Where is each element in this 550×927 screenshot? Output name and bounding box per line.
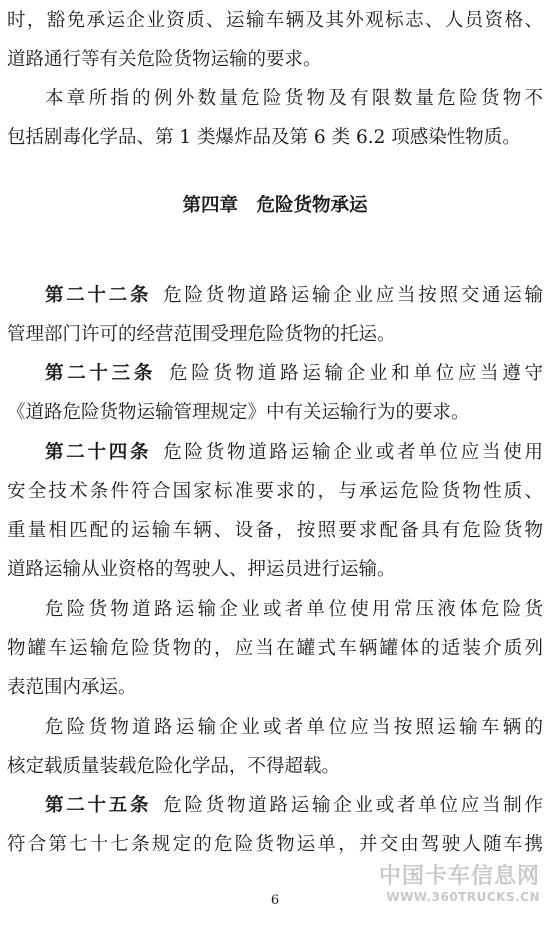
article-text: 危险货物道路运输企业应当按照交通运输 xyxy=(160,285,543,306)
article-first-line xyxy=(7,793,543,819)
text-line: 道路运输从业资格的驾驶人、押运员进行运输。 xyxy=(7,559,396,580)
article-label: 第二十三条 xyxy=(45,363,157,384)
text-line: 危险货物道路运输企业或者单位应当按照运输车辆的 xyxy=(45,717,543,738)
article-label: 第二十二条 xyxy=(45,285,152,306)
article-text: 危险货物道路运输企业和单位应当遵守 xyxy=(165,363,543,384)
article-label: 第二十五条 xyxy=(45,795,152,816)
watermark-cn: 中国卡车信息网 xyxy=(378,864,540,889)
text-line: 物罐车运输危险货物的，应当在罐式车辆罐体的适装介质列 xyxy=(7,638,543,659)
page-number: 6 xyxy=(270,893,280,908)
article-text: 危险货物道路运输企业或者单位应当制作 xyxy=(160,795,543,816)
text-line: 时，豁免承运企业资质、运输车辆及其外观标志、人员资格、 xyxy=(7,10,543,31)
text-line: 重量相匹配的运输车辆、设备，按照要求配备具有危险货物 xyxy=(7,520,543,541)
text-line: 《道路危险货物运输管理规定》中有关运输行为的要求。 xyxy=(7,402,470,423)
text-line: 表范围内承运。 xyxy=(7,677,137,698)
article-first-line xyxy=(7,283,543,309)
watermark-en: WWW.360TRUCKS.CN xyxy=(386,890,540,904)
text-line: 道路通行等有关危险货物运输的要求。 xyxy=(7,49,322,70)
text-line: 管理部门许可的经营范围受理危险货物的托运。 xyxy=(7,324,396,345)
text-line: 本章所指的例外数量危险货物及有限数量危险货物不 xyxy=(45,88,543,109)
chapter-title: 第四章 危险货物承运 xyxy=(182,195,368,216)
article-text: 危险货物道路运输企业或者单位应当使用 xyxy=(160,442,543,463)
text-line: 符合第七十七条规定的危险货物运单，并交由驾驶人随车携 xyxy=(7,834,543,855)
text-line: 核定载质量装载危险化学品，不得超载。 xyxy=(7,756,341,777)
article-first-line xyxy=(7,440,543,466)
text-line: 安全技术条件符合国家标准要求的，与承运危险货物性质、 xyxy=(7,481,543,502)
text-line: 包括剧毒化学品、第 1 类爆炸品及第 6 类 6.2 项感染性物质。 xyxy=(7,127,521,148)
text-line: 危险货物道路运输企业或者单位使用常压液体危险货 xyxy=(45,599,543,620)
article-label: 第二十四条 xyxy=(45,442,152,463)
article-first-line xyxy=(7,361,543,387)
